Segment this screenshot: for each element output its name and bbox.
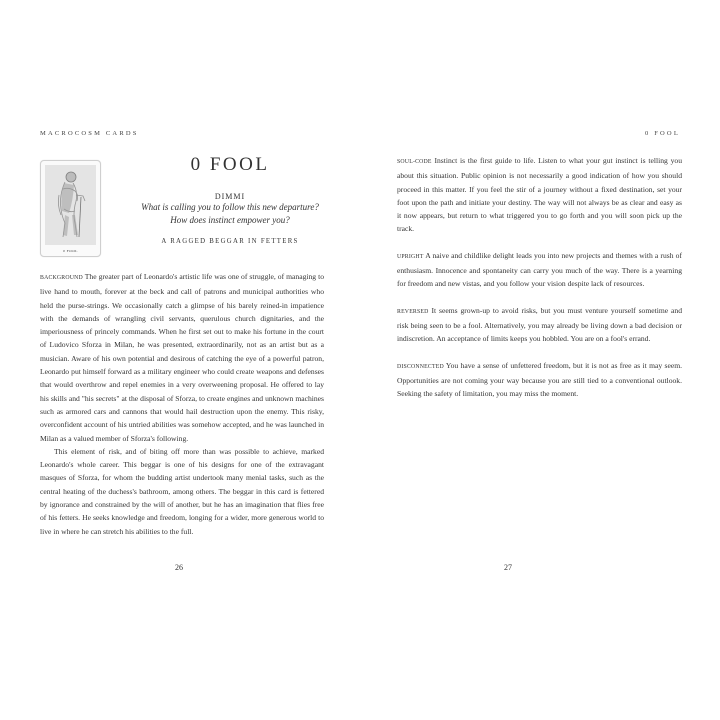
question-1: What is calling you to follow this new departure? [141,202,319,212]
paragraph-text: It seems grown-up to avoid risks, but you must venture yourself sometime and risk being seen to be a fool. Alternatively, you may already be living down a bad decision or indiscretion. An acceptance of limits keeps you hobbled. You are on a fool's errand. [397,305,682,344]
paragraph-disconnected [397,359,682,401]
paragraph-text: You have a sense of unfettered freedom, but it is not as free as it may seem. Opportunities are not coming your way because you are still tied to a conventional outlook. Seeking the safety of limitation, you may miss the moment. [397,360,682,399]
page-number: 27 [504,563,512,572]
paragraph-text: Instinct is the first guide to life. Listen to what your gut instinct is telling you about this situation. Public opinion is not necessarily a good indication of how you should proceed in this matter. If you feel the stir of a journey without a fixed destination, set your foot upon the path and initiate your destiny. The way will not always be as clear and easy as it now appears, but return to what triggered you to go forth and you will soon pick up the track. [397,156,682,234]
card-title: 0 FOOL [190,154,270,175]
card-label: 0 FOOL [63,249,78,253]
card-title-block [130,154,330,245]
paragraph [40,270,324,445]
section-label: SOUL-CODE [397,159,432,165]
paragraph-soul-code [397,154,682,236]
question-2: How does instinct empower you? [170,215,290,225]
paragraph [40,445,324,538]
page-number: 26 [175,563,183,572]
section-label: UPRIGHT [397,253,424,260]
card-subtitle: A RAGGED BEGGAR IN FETTERS [161,238,299,245]
readings-section [397,154,682,413]
paragraph-text: This element of risk, and of biting off more than was possible to achieve, marked Leonardo's whole career. This beggar is one of his designs for one of the extravagant masques of Sforza, for whom the budding artist undertook many menial tasks, such as the central heating of the duchess's bathroom, among others. The beggar in this card is fettered by ignorance and constrained by the will of another, but he has an imagination that flies free of his fetters. He seeks knowledge and freedom, longing for a wider, more generous world to live in where he can stretch his abilities to the full. [40,446,324,536]
card-illustration [45,165,96,245]
paragraph-upright [397,249,682,291]
running-head: MACROCOSM CARDS [40,130,139,137]
paragraph-reversed [397,304,682,346]
paragraph-text: The greater part of Leonardo's artistic life was one of struggle, of managing to live hand to mouth, forever at the beck and call of patrons and municipal authorities who held the purse-strings. We occasionally catch a glimpse of his barely reined-in impatience with the demands of wrangling civil servants, querulous church dignitaries, and the imperiousness of princely commands. When he first set out to make his fortune in the court of Ludovico Sforza in Milan, he was presented, extraordinarily, not as an artist but as a musician. Aware of his own potential and desirous of catching the eye of a powerful patron, Leonardo put himself forward as a military engineer who could create weapons and defenses that would overthrow and repel enemies in a very overweening proposal. He offered to lay his skills and "his secrets" at the disposal of Sforza, to create engines and unknown machines such as armored cars and cannons that would hail destruction upon the enemy. This risky, overconfident account of his untried abilities was somehow accepted, and he was launched in Milan as a valued member of Sforza's following. [40,272,324,443]
paragraph-text: A naive and childlike delight leads you into new projects and themes with a rush of enthusiasm. Innocence and spontaneity can carry you much of the way. There is a yearning for freedom and new vistas, and you follow your vision despite lack of resources. [397,250,682,289]
beggar-sketch-icon [45,165,96,245]
tarot-card-thumbnail [40,160,101,257]
background-section [40,270,324,538]
section-label: BACKGROUND [40,275,83,281]
running-head: 0 FOOL [644,130,680,137]
dimmi-heading: DIMMI [214,192,246,201]
section-label: DISCONNECTED [397,363,444,370]
right-page [360,0,720,720]
section-label: REVERSED [397,308,429,315]
